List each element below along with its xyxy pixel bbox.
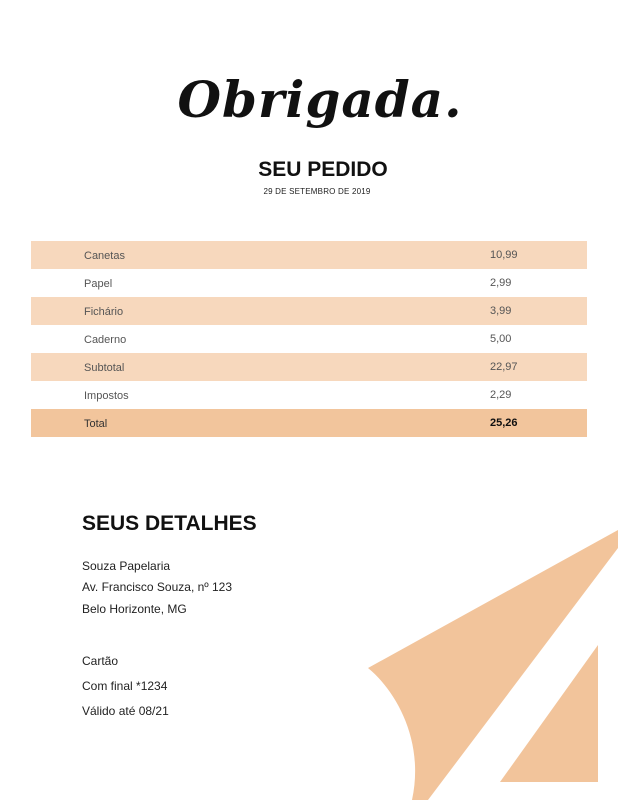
subtotal-label: Subtotal: [84, 362, 125, 374]
details-title: SEUS DETALHES: [82, 512, 257, 535]
tax-label: Impostos: [84, 390, 129, 402]
item-name: Fichário: [84, 306, 124, 318]
item-name: Papel: [84, 278, 113, 290]
item-price: 2,99: [490, 277, 512, 289]
payment-method: Cartão: [82, 654, 119, 668]
subtotal-value: 22,97: [490, 361, 518, 373]
item-price: 5,00: [490, 333, 512, 345]
city-state: Belo Horizonte, MG: [82, 602, 187, 616]
item-price: 10,99: [490, 249, 518, 261]
street-address: Av. Francisco Souza, nº 123: [82, 580, 233, 594]
card-ending: Com final *1234: [82, 679, 168, 693]
thank-you-heading: Obrigada.: [177, 70, 463, 129]
total-label: Total: [84, 418, 108, 430]
item-name: Caderno: [84, 334, 127, 346]
order-title: SEU PEDIDO: [258, 158, 388, 181]
item-price: 3,99: [490, 305, 512, 317]
total-value: 25,26: [490, 417, 518, 429]
order-date: 29 DE SETEMBRO DE 2019: [263, 187, 371, 196]
card-validity: Válido até 08/21: [82, 704, 169, 718]
company-name: Souza Papelaria: [82, 559, 171, 573]
tax-value: 2,29: [490, 389, 512, 401]
item-name: Canetas: [84, 250, 125, 262]
